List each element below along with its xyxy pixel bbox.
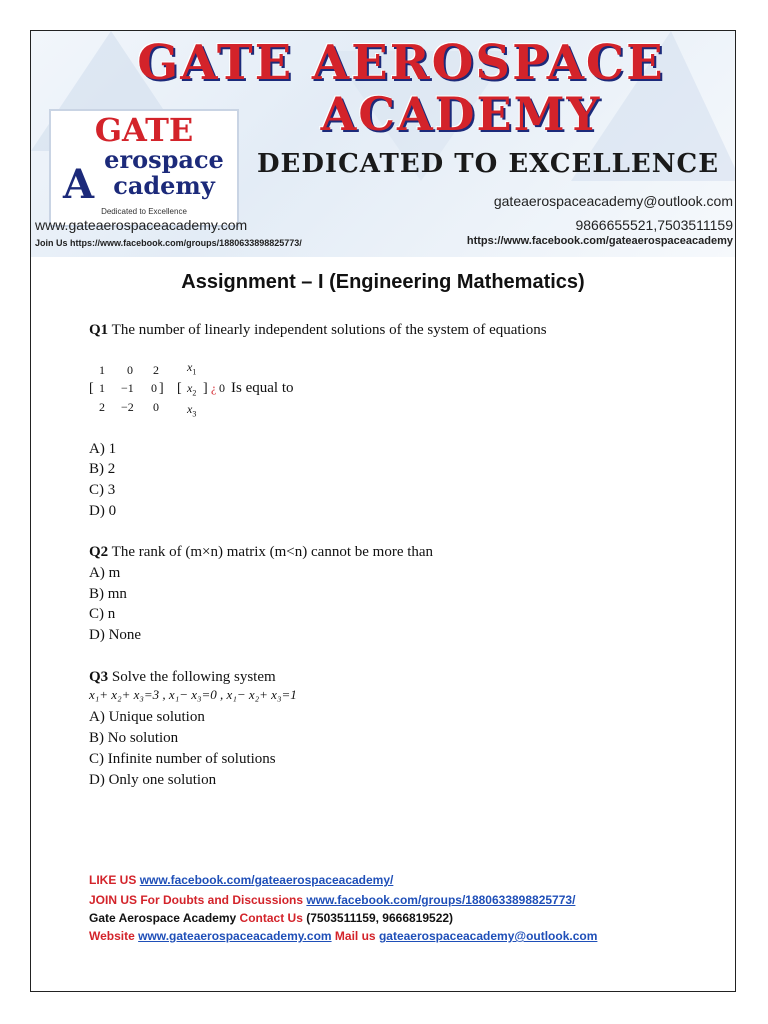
question-number: Q2 [89,544,109,560]
matrix-cell: 0 [151,381,157,395]
vector-bracket: [ [177,381,182,396]
q2-option-d: D) None [89,627,142,643]
logo-tagline: Dedicated to Excellence [101,207,187,216]
header-banner [31,31,735,257]
q3-equations: x₁+ x₂+ x₃=3 , x₁− x₃=0 , x₁− x₂+ x₃=1 [89,687,297,702]
footer-contact [89,911,453,925]
question-number: Q3 [89,669,109,685]
website-label: Website [89,929,135,943]
academy-logo [49,109,239,227]
logo-a-letter: A [63,161,95,208]
logo-gate-text: GATE [94,111,194,149]
matrix-cell: 1 [99,381,105,395]
contact-name: Gate Aerospace Academy [89,911,237,925]
brand-subtitle: ACADEMY [320,87,602,141]
matrix-cell: 2 [99,400,105,414]
question-2 [89,544,433,561]
q2-option-c: C) n [89,606,116,622]
matrix-cell: 0 [127,363,133,377]
footer-join [89,893,575,907]
header-website: www.gateaerospaceacademy.com [35,217,248,233]
q2-option-a: A) m [89,565,121,581]
question-text: The rank of (m×n) matrix (m<n) cannot be more than [111,544,434,560]
header-join-link: Join Us https://www.facebook.com/groups/1880633898825773/ [35,238,302,248]
matrix-cell: −2 [121,400,134,414]
equals-glyph: ¿ [211,381,217,395]
matrix-bracket: [ [89,381,94,396]
question-3 [89,669,276,686]
tagline: DEDICATED TO EXCELLENCE [257,149,720,179]
equation-tail-text: Is equal to [231,380,294,396]
vector-entry-x2: $x_2$ [187,381,197,398]
header-phones: 9866655521,7503511159 [575,217,733,233]
matrix-bracket: ] [159,381,164,396]
document-page [30,30,736,992]
q3-option-d: D) Only one solution [89,772,217,788]
vector-entry-x3: $x_3$ [187,402,197,419]
logo-aerospace-text: erospace [104,145,224,174]
contact-label: Contact Us [239,911,303,925]
logo-academy-text: cademy [113,171,215,200]
brand-title: GATE AEROSPACE [137,35,665,91]
question-number: Q1 [89,322,109,338]
website-link[interactable]: www.gateaerospaceacademy.com [138,929,332,943]
q3-option-b: B) No solution [89,730,179,746]
q1-option-a: A) 1 [89,441,117,457]
question-1 [89,322,547,339]
mail-label: Mail us [334,929,376,943]
question-text: Solve the following system [111,669,276,685]
vector-bracket: ] [203,381,208,396]
matrix-cell: −1 [121,381,134,395]
join-label: JOIN US For Doubts and Discussions [89,893,304,907]
footer-like [89,873,393,887]
q3-option-a: A) Unique solution [89,709,205,725]
facebook-group-link[interactable]: www.facebook.com/groups/1880633898825773/ [306,893,576,907]
q3-option-c: C) Infinite number of solutions [89,751,276,767]
like-label: LIKE US [89,873,137,887]
facebook-page-link[interactable]: www.facebook.com/gateaerospaceacademy/ [139,873,394,887]
footer-website [89,929,597,943]
assignment-title: Assignment – I (Engineering Mathematics) [181,271,585,293]
matrix-cell: 2 [153,363,159,377]
vector-entry-x1: $x_1$ [187,360,197,377]
q1-option-c: C) 3 [89,482,116,498]
contact-numbers: (7503511159, 9666819522) [306,911,454,925]
matrix-cell: 0 [153,400,159,414]
question-text: The number of linearly independent solutions of the system of equations [111,322,547,338]
matrix-cell: 1 [99,363,105,377]
header-facebook-link: https://www.facebook.com/gateaerospaceacademy [466,235,733,247]
zero-vector: 0 [219,381,225,395]
q1-option-d: D) 0 [89,503,117,519]
header-email: gateaerospaceacademy@outlook.com [493,193,733,209]
q1-option-b: B) 2 [89,461,116,477]
q2-option-b: B) mn [89,586,127,602]
email-link[interactable]: gateaerospaceacademy@outlook.com [378,929,598,943]
